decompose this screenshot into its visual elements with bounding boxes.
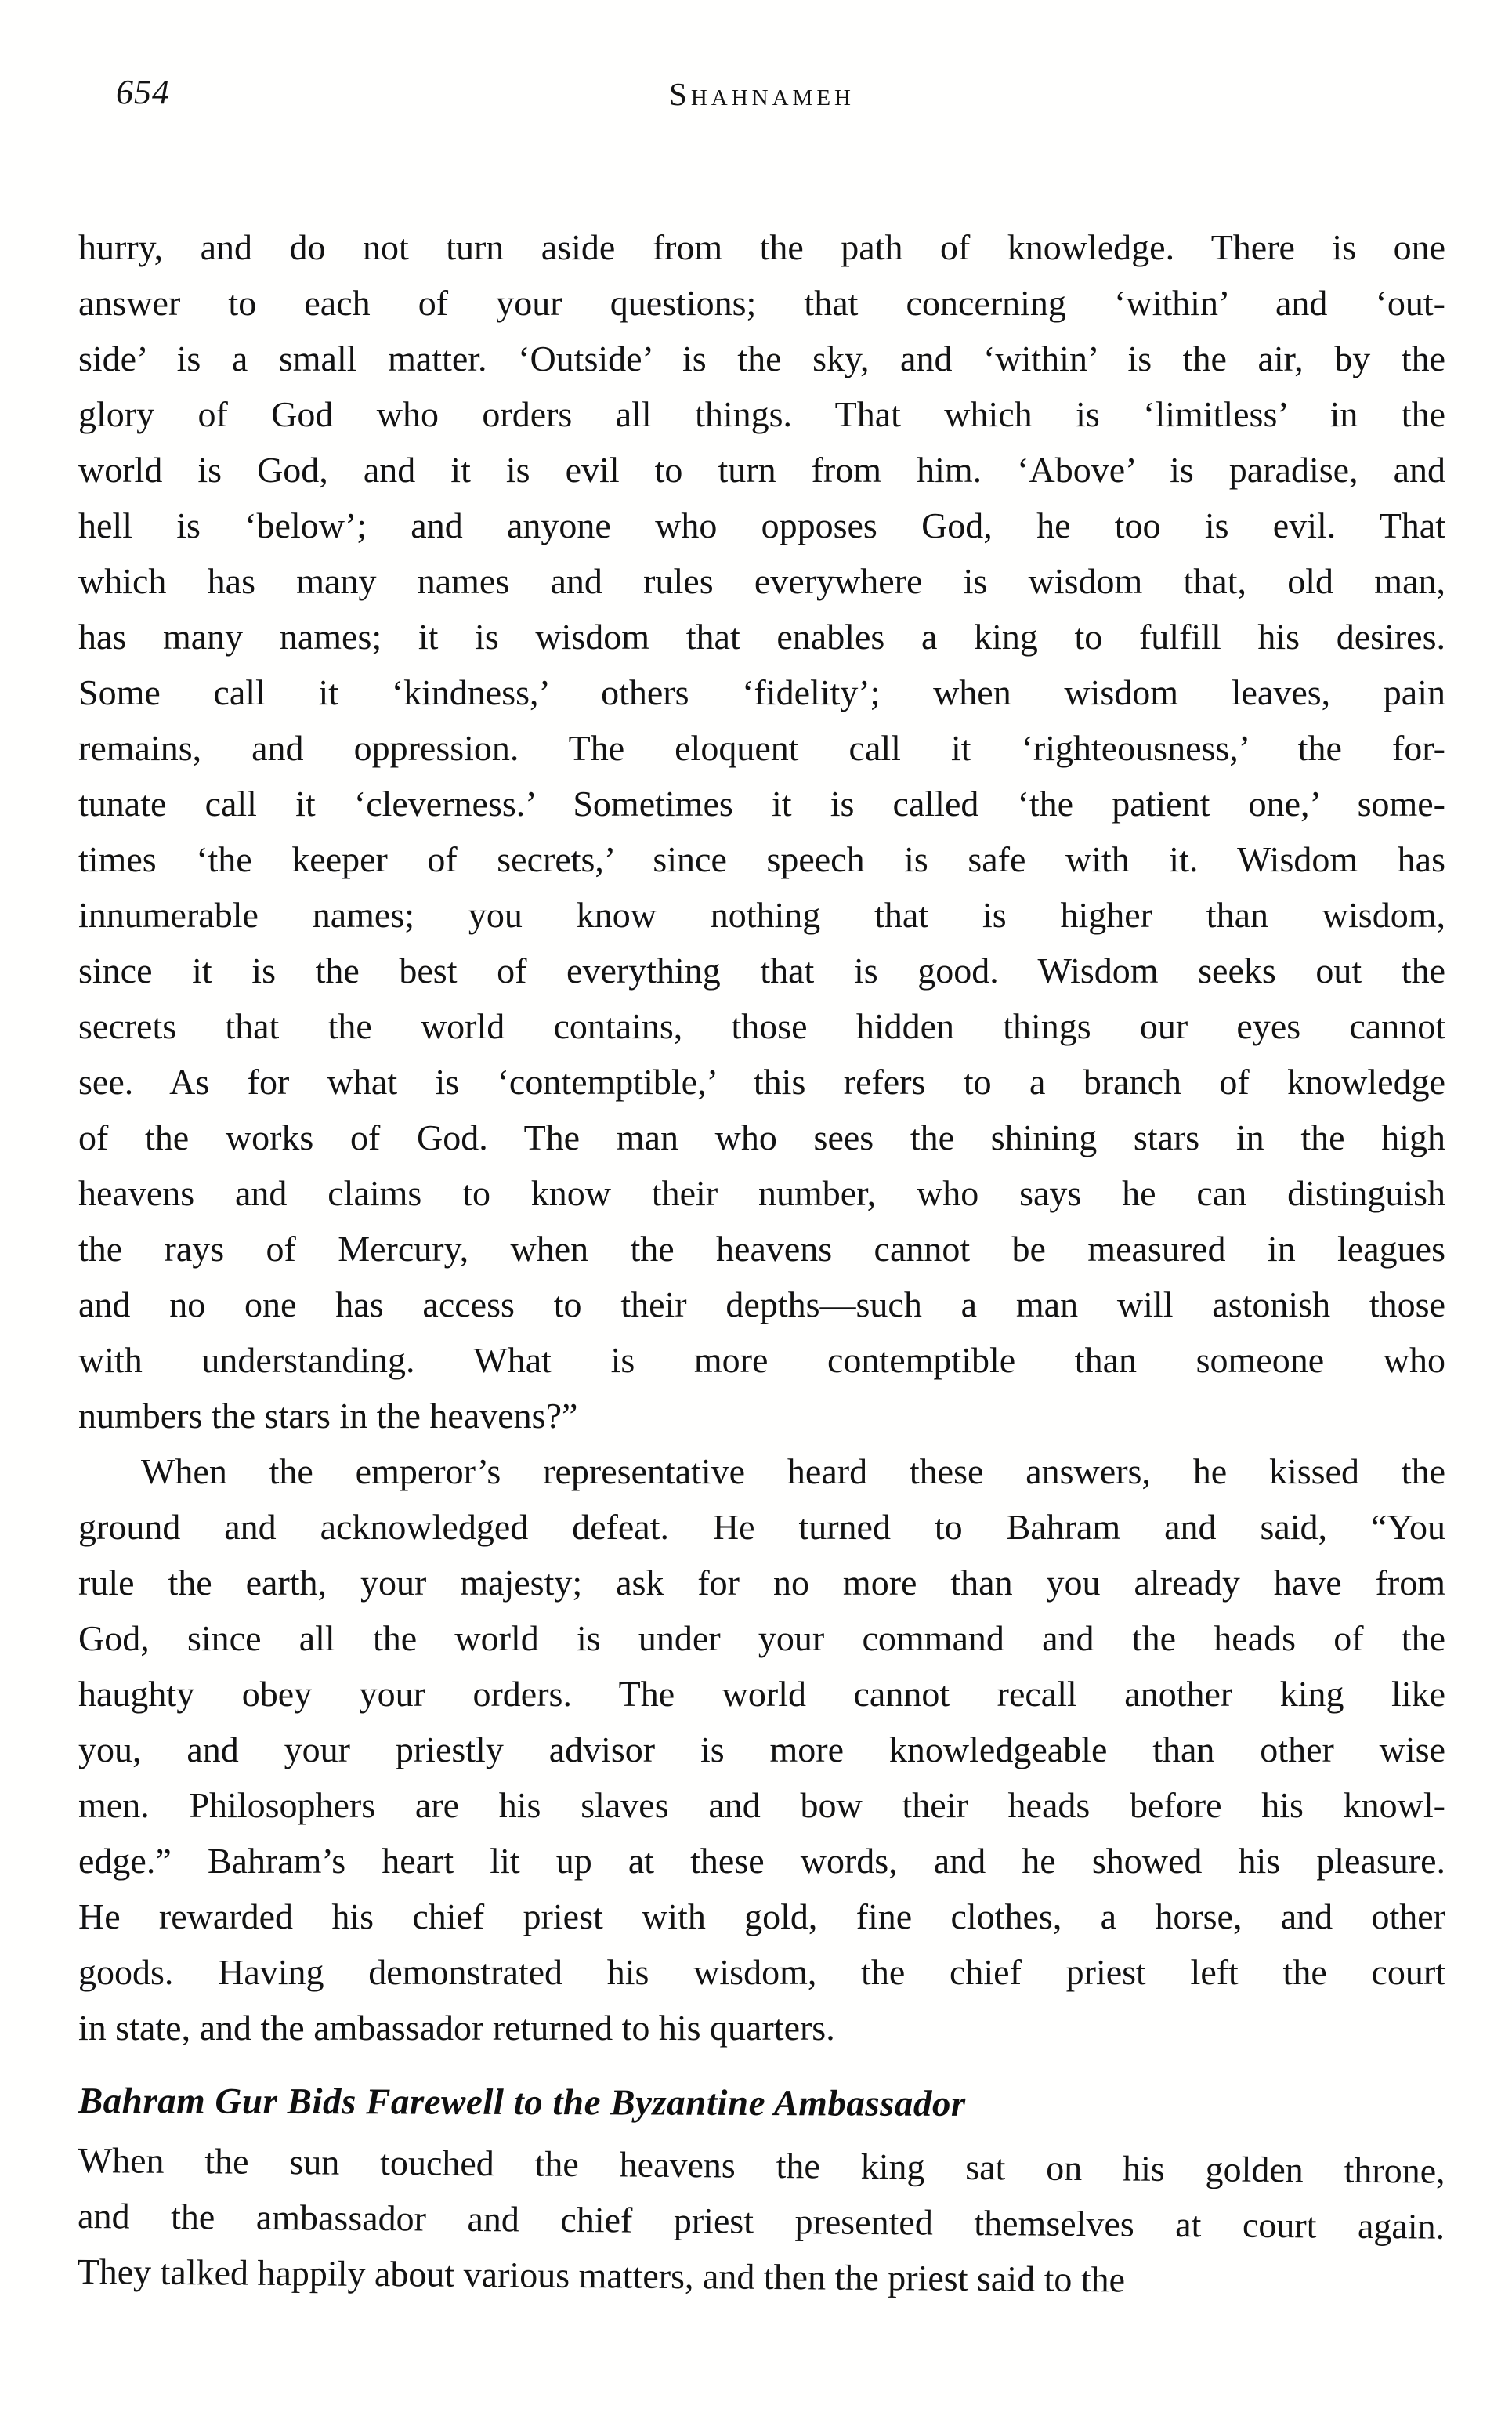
text-line: They talked happily about various matters, and then the priest said to the <box>77 2251 1126 2300</box>
page-header <box>78 72 1445 116</box>
text-line: has many names; it is wisdom that enables a king to fulfill his desires. <box>78 617 1445 657</box>
text-line: see. As for what is ‘contemptible,’ this refers to a branch of knowledge <box>78 1062 1445 1102</box>
text-line: haughty obey your orders. The world cannot recall another king like <box>78 1674 1445 1714</box>
text-line: in state, and the ambassador returned to his quarters. <box>78 2008 835 2048</box>
page-text <box>78 219 1445 2299</box>
running-title: Shahnameh <box>669 76 855 112</box>
text-line: of the works of God. The man who sees the shining stars in the high <box>78 1117 1445 1157</box>
text-line: Some call it ‘kindness,’ others ‘fidelity’; when wisdom leaves, pain <box>78 672 1445 712</box>
text-line: When the emperor’s representative heard these answers, he kissed the <box>141 1451 1445 1491</box>
text-line: numbers the stars in the heavens?” <box>78 1396 578 1436</box>
text-line: ground and acknowledged defeat. He turned to Bahram and said, “You <box>78 1507 1445 1547</box>
text-line: hell is ‘below’; and anyone who opposes God, he too is evil. That <box>78 505 1445 545</box>
text-line: tunate call it ‘cleverness.’ Sometimes it is called ‘the patient one,’ some- <box>78 784 1445 824</box>
text-line: times ‘the keeper of secrets,’ since speech is safe with it. Wisdom has <box>78 839 1445 879</box>
text-line: with understanding. What is more contemptible than someone who <box>78 1340 1445 1380</box>
section-heading: Bahram Gur Bids Farewell to the Byzantine Ambassador <box>78 2081 966 2124</box>
text-line: heavens and claims to know their number, who says he can distinguish <box>78 1173 1445 1213</box>
text-line: men. Philosophers are his slaves and bow their heads before his knowl- <box>78 1785 1445 1825</box>
text-line: hurry, and do not turn aside from the path of knowledge. There is one <box>78 227 1445 267</box>
paragraph-1 <box>78 219 1445 1443</box>
text-line: God, since all the world is under your command and the heads of the <box>78 1618 1445 1658</box>
text-line: the rays of Mercury, when the heavens cannot be measured in leagues <box>78 1229 1445 1269</box>
text-line: since it is the best of everything that is good. Wisdom seeks out the <box>78 951 1445 991</box>
text-line: goods. Having demonstrated his wisdom, the chief priest left the court <box>78 1952 1445 1992</box>
text-line: secrets that the world contains, those hidden things our eyes cannot <box>78 1006 1445 1046</box>
text-line: and the ambassador and chief priest presented themselves at court again. <box>77 2195 1445 2247</box>
text-line: answer to each of your questions; that concerning ‘within’ and ‘out- <box>78 283 1445 323</box>
text-line: When the sun touched the heavens the king sat on his golden throne, <box>78 2139 1445 2191</box>
text-line: He rewarded his chief priest with gold, fine clothes, a horse, and other <box>78 1896 1445 1936</box>
text-line: edge.” Bahram’s heart lit up at these words, and he showed his pleasure. <box>78 1841 1445 1881</box>
paragraph-2 <box>78 1443 1445 2055</box>
paragraph-3 <box>77 2132 1445 2310</box>
text-line: rule the earth, your majesty; ask for no more than you already have from <box>78 1563 1445 1603</box>
text-line: innumerable names; you know nothing that is higher than wisdom, <box>78 895 1445 935</box>
text-line: world is God, and it is evil to turn from him. ‘Above’ is paradise, and <box>78 450 1445 490</box>
text-line: remains, and oppression. The eloquent call it ‘righteousness,’ the for- <box>78 728 1445 768</box>
page-number: 654 <box>116 73 170 111</box>
text-line: glory of God who orders all things. That which is ‘limitless’ in the <box>78 394 1445 434</box>
text-line: and no one has access to their depths—such a man will astonish those <box>78 1284 1445 1324</box>
text-line: side’ is a small matter. ‘Outside’ is the sky, and ‘within’ is the air, by the <box>78 339 1445 378</box>
text-line: which has many names and rules everywhere is wisdom that, old man, <box>78 561 1445 601</box>
text-line: you, and your priestly advisor is more knowledgeable than other wise <box>78 1729 1445 1769</box>
